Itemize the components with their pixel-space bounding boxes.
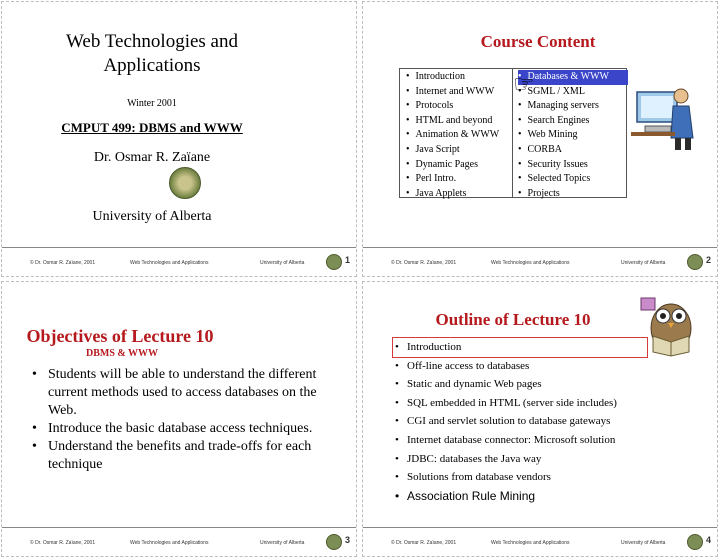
list-item: • CORBA [518,143,628,158]
course-label: CMPUT 499: DBMS and WWW [61,120,243,135]
footer-copyright: © Dr. Osmar R. Zaïane, 2001 [391,260,457,266]
slide-footer [363,247,717,276]
slide-number: 3 [344,535,350,545]
computer-worker-clipart-icon [631,72,697,152]
footer-course-title: Web Technologies and Applications [130,260,209,266]
list-item: • Selected Topics [518,172,628,187]
footer-seal-icon [687,254,703,270]
title-line-1: Web Technologies and [66,31,238,52]
footer-copyright: © Dr. Osmar R. Zaïane, 2001 [30,260,96,266]
list-item: • HTML and beyond [406,114,510,129]
footer-course-title: Web Technologies and Applications [491,260,570,266]
list-item: • Introduction [406,70,510,85]
list-item: • Animation & WWW [406,128,510,143]
list-item: • Security Issues [518,158,628,173]
slide-3 [1,281,357,557]
slide-2-title: Course Content [480,32,596,51]
list-item: • Managing servers [518,99,628,114]
list-item: • SQL embedded in HTML (server side includes) [393,394,693,413]
list-item: • Protocols [406,99,510,114]
list-item: • Java Script [406,143,510,158]
footer-course-title: Web Technologies and Applications [491,540,570,546]
footer-seal-icon [326,254,342,270]
objectives-list [30,366,320,474]
list-item: • Association Rule Mining [393,487,693,506]
title-line-2: Applications [103,55,201,76]
list-item: • Java Applets [406,187,510,202]
university-seal-icon [169,167,201,199]
term-label: Winter 2001 [127,98,177,109]
list-item: • JDBC: databases the Java way [393,450,693,469]
slide-3-title: Objectives of Lecture 10 [26,326,214,346]
list-item: • Web Mining [518,128,628,143]
footer-university: University of Alberta [621,540,666,546]
slide-footer [2,527,356,556]
content-left-list [406,70,510,201]
footer-university: University of Alberta [260,540,305,546]
outline-list [393,338,693,505]
slide-3-subtitle: DBMS & WWW [86,348,159,359]
list-item: • CGI and servlet solution to database gateways [393,412,693,431]
footer-copyright: © Dr. Osmar R. Zaïane, 2001 [30,540,96,546]
slide-footer [363,527,717,556]
list-item: • Understand the benefits and trade-offs for each technique [30,438,320,474]
list-item: • Off-line access to databases [393,357,693,376]
slide-number: 2 [705,255,711,265]
list-item: • Students will be able to understand the different current methods used to access databases on the Web. [30,366,320,420]
list-item: • Search Engines [518,114,628,129]
pointing-hand-icon: ☞ [513,72,535,98]
slide-number: 1 [344,255,350,265]
slide-4 [362,281,718,557]
list-item: • Dynamic Pages [406,158,510,173]
footer-course-title: Web Technologies and Applications [130,540,209,546]
list-item: • Internet database connector: Microsoft solution [393,431,693,450]
slide-footer [2,247,356,276]
footer-copyright: © Dr. Osmar R. Zaïane, 2001 [391,540,457,546]
list-item: • SGML / XML [518,85,628,100]
slide-1-title [2,30,302,78]
author-name: Dr. Osmar R. Zaïane [93,150,211,165]
footer-seal-icon [687,534,703,550]
footer-university: University of Alberta [260,260,305,266]
list-item-selected: • Introduction [393,338,647,357]
slide-4-title: Outline of Lecture 10 [435,310,591,329]
list-item: • Perl Intro. [406,172,510,187]
list-item-highlighted: • Databases & WWW [518,70,628,85]
list-item: • Projects [518,187,628,202]
list-item: • Static and dynamic Web pages [393,375,693,394]
list-item: • Internet and WWW [406,85,510,100]
university-name: University of Alberta [92,209,212,224]
list-item: • Solutions from database vendors [393,468,693,487]
slide-number: 4 [705,535,711,545]
slide-1 [1,1,357,277]
footer-university: University of Alberta [621,260,666,266]
list-item: • Introduce the basic database access techniques. [30,420,320,438]
slide-2 [362,1,718,277]
footer-seal-icon [326,534,342,550]
